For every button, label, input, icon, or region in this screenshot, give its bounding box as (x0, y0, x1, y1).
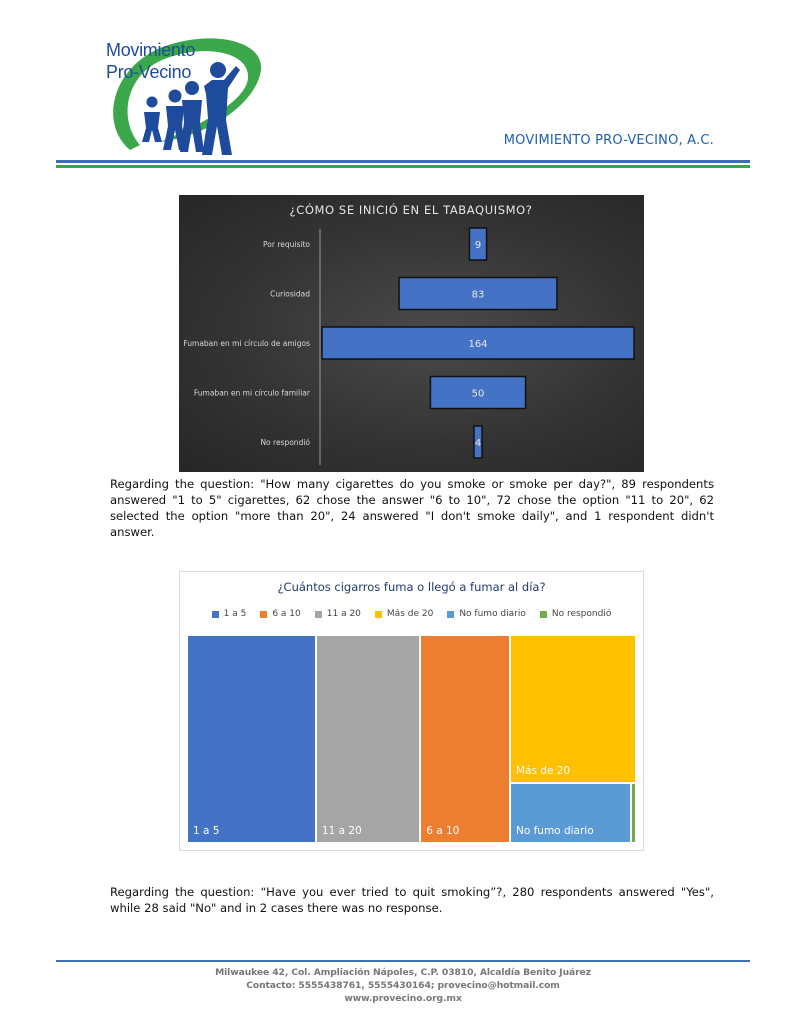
paragraph-quit-smoking: Regarding the question: “Have you ever tried to quit smoking”?, 280 respondents answered "Yes", while 28 said "No" and in 2 cases there was no response. (110, 885, 714, 915)
smoking-start-bar-chart (179, 195, 644, 472)
footer-divider (56, 960, 750, 962)
paragraph-cigarettes-per-day: Regarding the question: "How many cigarettes do you smoke or smoke per day?", 89 respondents answered "1 to 5" cigarettes, 62 chose the answer "6 to 10", 72 chose the option "11 to 20", 62 selected the option "more than 20", 24 answered "I don't smoke daily", and 1 respondent didn't answer. (110, 477, 714, 539)
cigarettes-per-day-treemap (179, 571, 644, 851)
data-label: 9 (474, 240, 482, 251)
tile-label: Más de 20 (515, 765, 571, 778)
legend-label: No respondió (551, 609, 612, 619)
logo-text-line2: Pro-Vecino (106, 62, 192, 82)
legend-swatch (260, 611, 267, 618)
category-label: Fumaban en mi círculo de amigos (183, 339, 310, 348)
footer (56, 966, 750, 1005)
footer-contact: Contacto: 5555438761, 5555430164; provecino@hotmail.com (246, 980, 560, 991)
tile-label: No fumo diario (515, 824, 594, 837)
data-label: 50 (471, 388, 485, 400)
logo-text-line1: Movimiento (106, 40, 196, 60)
legend-swatch (375, 611, 382, 618)
legend-swatch (540, 611, 547, 618)
data-label: 164 (468, 339, 488, 350)
legend-item (375, 609, 433, 619)
category-label: Por requisito (263, 240, 310, 249)
legend-label: Más de 20 (386, 609, 434, 619)
legend-swatch (447, 611, 454, 618)
treemap-tile (511, 636, 637, 784)
legend-label: No fumo diario (459, 609, 526, 619)
legend-label: 1 a 5 (223, 609, 247, 619)
data-label: 4 (474, 438, 482, 449)
legend-item (447, 609, 526, 619)
legend-swatch (315, 611, 322, 618)
category-label: Fumaban en mi círculo familiar (193, 388, 310, 398)
category-label: Curiosidad (270, 289, 310, 299)
treemap-tile (511, 784, 632, 844)
tile-label: 1 a 5 (193, 825, 220, 837)
legend-item (260, 609, 300, 619)
category-label: No respondió (260, 438, 310, 447)
chart-title: ¿CÓMO SE INICIÓ EN EL TABAQUISMO? (289, 203, 533, 217)
footer-website: www.provecino.org.mx (344, 993, 462, 1004)
bar-chart-svg (179, 195, 644, 472)
treemap-tile (632, 784, 637, 844)
data-label: 83 (471, 289, 485, 301)
chart-title: ¿Cuántos cigarros fuma o llegó a fumar al día? (277, 580, 546, 594)
legend-label: 11 a 20 (326, 609, 361, 619)
tile-label: 11 a 20 (321, 825, 362, 837)
legend-item (212, 609, 247, 619)
legend-label: 6 a 10 (272, 609, 301, 619)
header-divider-blue (56, 160, 750, 163)
legend-swatch (212, 611, 219, 618)
footer-address: Milwaukee 42, Col. Ampliación Nápoles, C.P. 03810, Alcaldía Benito Juárez (215, 967, 591, 978)
legend-item (315, 609, 361, 619)
treemap-tile (188, 636, 317, 844)
tile-label: 6 a 10 (426, 825, 460, 837)
organization-name: MOVIMIENTO PRO-VECINO, A.C. (503, 133, 714, 148)
treemap-tile (421, 636, 511, 844)
treemap-tile (317, 636, 421, 844)
legend-item (540, 609, 611, 619)
chart-legend (180, 609, 643, 619)
header-divider-green (56, 165, 750, 168)
